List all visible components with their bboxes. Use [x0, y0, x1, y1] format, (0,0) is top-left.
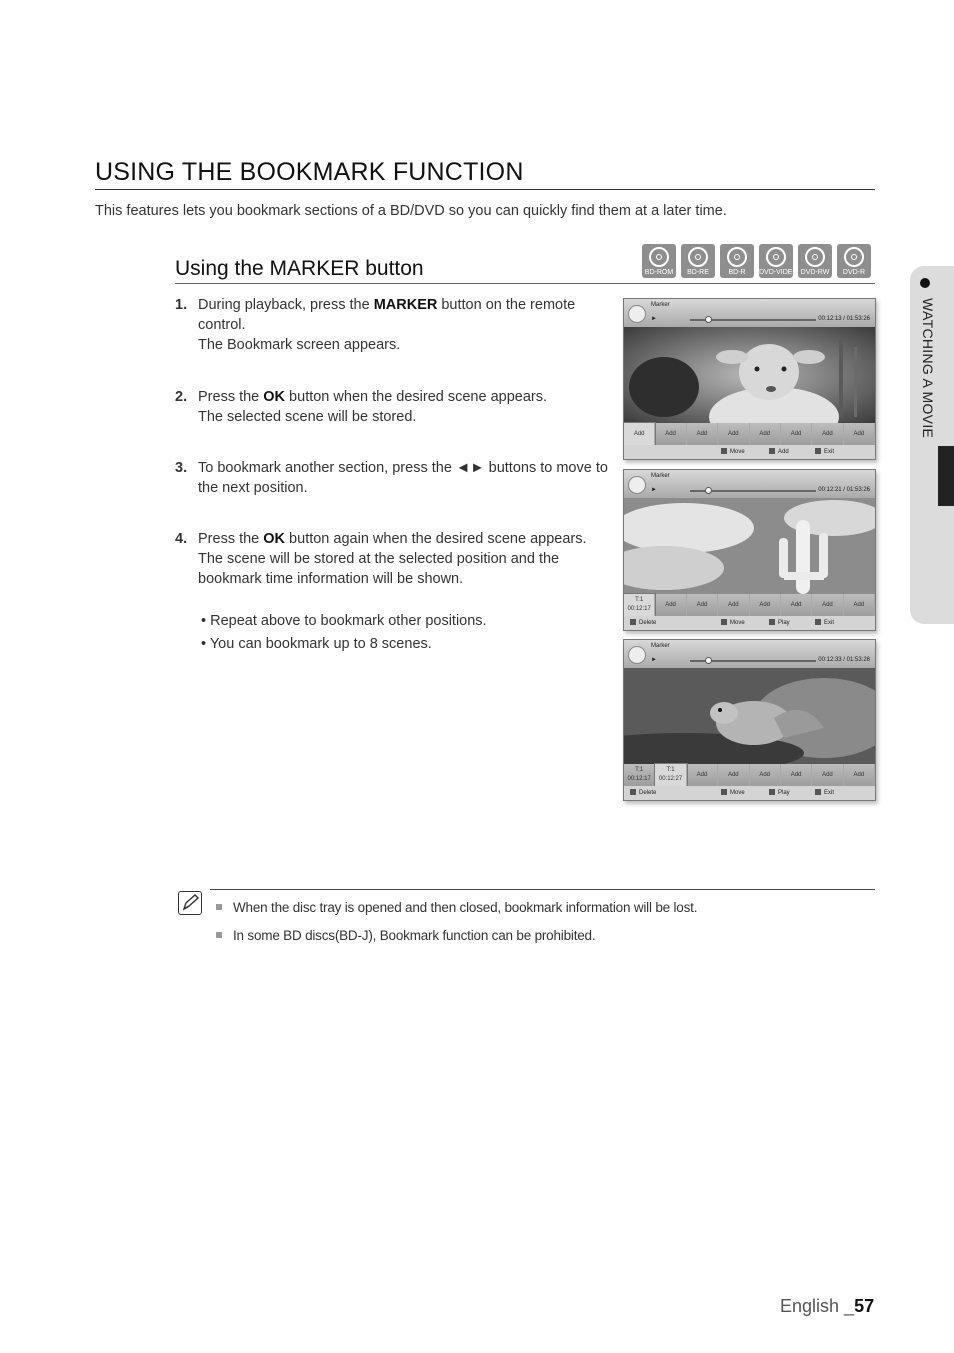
bd-r-disc-icon: BD-R [720, 244, 754, 278]
bullet-dot-icon [920, 278, 930, 288]
bookmark-slot[interactable]: Add [844, 764, 875, 786]
play-icon: ► [651, 487, 657, 493]
title-divider [95, 189, 875, 190]
bookmark-slot[interactable]: Add [718, 423, 749, 445]
cactus-scene-image [624, 498, 875, 594]
marker-label: Marker [651, 473, 670, 479]
exit-hint: Exit [815, 789, 834, 796]
note-item: In some BD discs(BD-J), Bookmark function can be prohibited. [216, 928, 595, 943]
progress-knob [705, 487, 712, 494]
lamb-scene-image [624, 327, 875, 423]
step-2: 2. Press the OK button when the desired scene appears. The selected scene will be stored. [175, 389, 548, 425]
page-title: USING THE BOOKMARK FUNCTION [95, 158, 524, 186]
move-hint: Move [721, 789, 745, 796]
marker-screen-3 [623, 639, 876, 801]
bookmark-slots [624, 594, 875, 616]
bullet-item: • You can bookmark up to 8 scenes. [201, 636, 432, 652]
play-hint: Play [769, 619, 790, 626]
move-hint: Move [721, 448, 745, 455]
marker-label: Marker [651, 302, 670, 308]
time-readout: 00:12:13 / 01:53:26 [818, 316, 870, 322]
note-divider [210, 889, 875, 890]
dvd-video-disc-icon: DVD-VIDEO [759, 244, 793, 278]
exit-hint: Exit [815, 448, 834, 455]
step-3: 3. To bookmark another section, press the ◄► buttons to move to the next position. [175, 460, 608, 496]
intro-text: This features lets you bookmark sections of a BD/DVD so you can quickly find them at a later time. [95, 203, 727, 219]
note-item: When the disc tray is opened and then closed, bookmark information will be lost. [216, 900, 697, 915]
time-readout: 00:12:33 / 01:53:26 [818, 657, 870, 663]
chapter-marker [938, 446, 954, 506]
key-guide [624, 445, 875, 459]
disc-logo-icon [628, 305, 646, 323]
add-hint: Add [769, 448, 789, 455]
bookmark-slot[interactable]: Add [812, 594, 843, 616]
bookmark-slot[interactable]: Add [750, 423, 781, 445]
bookmark-slot[interactable]: Add [844, 423, 875, 445]
bookmark-slot[interactable]: Add [781, 764, 812, 786]
bookmark-slot[interactable]: Add [781, 423, 812, 445]
marker-header [624, 640, 875, 668]
marker-screen-2 [623, 469, 876, 631]
bookmark-slot[interactable]: Add [655, 594, 686, 616]
marker-screen-1 [623, 298, 876, 460]
key-guide [624, 616, 875, 630]
chapter-label: WATCHING A MOVIE [920, 298, 936, 439]
bd-rom-disc-icon: BD-ROM [642, 244, 676, 278]
delete-hint: Delete [630, 619, 656, 626]
note-pencil-icon [178, 891, 202, 915]
disc-logo-icon [628, 646, 646, 664]
bookmark-slot[interactable]: T:1 00:12:27 [655, 764, 686, 786]
bookmark-slot[interactable]: Add [812, 764, 843, 786]
bookmark-slot[interactable]: Add [624, 423, 655, 445]
bookmark-slot[interactable]: Add [687, 764, 718, 786]
bookmark-slot[interactable]: Add [750, 764, 781, 786]
play-icon: ► [651, 657, 657, 663]
dvd-r-disc-icon: DVD-R [837, 244, 871, 278]
bookmark-slot[interactable]: Add [655, 423, 686, 445]
bookmark-slot[interactable]: T:1 00:12:17 [624, 594, 655, 616]
bullet-item: • Repeat above to bookmark other positions. [201, 613, 487, 629]
play-hint: Play [769, 789, 790, 796]
page-number: English _57 [780, 1296, 875, 1316]
section-divider [175, 283, 875, 284]
marker-label: Marker [651, 643, 670, 649]
marker-header [624, 299, 875, 327]
disc-compatibility-icons [642, 244, 871, 278]
bookmark-slot[interactable]: Add [812, 423, 843, 445]
progress-knob [705, 316, 712, 323]
section-title: Using the MARKER button [175, 257, 424, 280]
bd-re-disc-icon: BD-RE [681, 244, 715, 278]
chipmunk-scene-image [624, 668, 875, 764]
move-hint: Move [721, 619, 745, 626]
bookmark-slot[interactable]: Add [844, 594, 875, 616]
bookmark-slots [624, 423, 875, 445]
bookmark-slot[interactable]: T:1 00:12:17 [624, 764, 655, 786]
bookmark-slot[interactable]: Add [718, 594, 749, 616]
bookmark-slot[interactable]: Add [687, 594, 718, 616]
progress-knob [705, 657, 712, 664]
exit-hint: Exit [815, 619, 834, 626]
bookmark-slot[interactable]: Add [750, 594, 781, 616]
step-4: 4. Press the OK button again when the desired scene appears. The scene will be stored at the selected position and the bookmark time information will be shown. [175, 531, 587, 587]
step-1: 1. During playback, press the MARKER button on the remote control. The Bookmark screen appears. [175, 297, 576, 353]
bookmark-slot[interactable]: Add [687, 423, 718, 445]
disc-logo-icon [628, 476, 646, 494]
bookmark-slot[interactable]: Add [781, 594, 812, 616]
delete-hint: Delete [630, 789, 656, 796]
bookmark-slot[interactable]: Add [718, 764, 749, 786]
play-icon: ► [651, 316, 657, 322]
time-readout: 00:12:21 / 01:53:26 [818, 487, 870, 493]
dvd-rw-disc-icon: DVD-RW [798, 244, 832, 278]
key-guide [624, 786, 875, 800]
marker-header [624, 470, 875, 498]
bookmark-slots [624, 764, 875, 786]
